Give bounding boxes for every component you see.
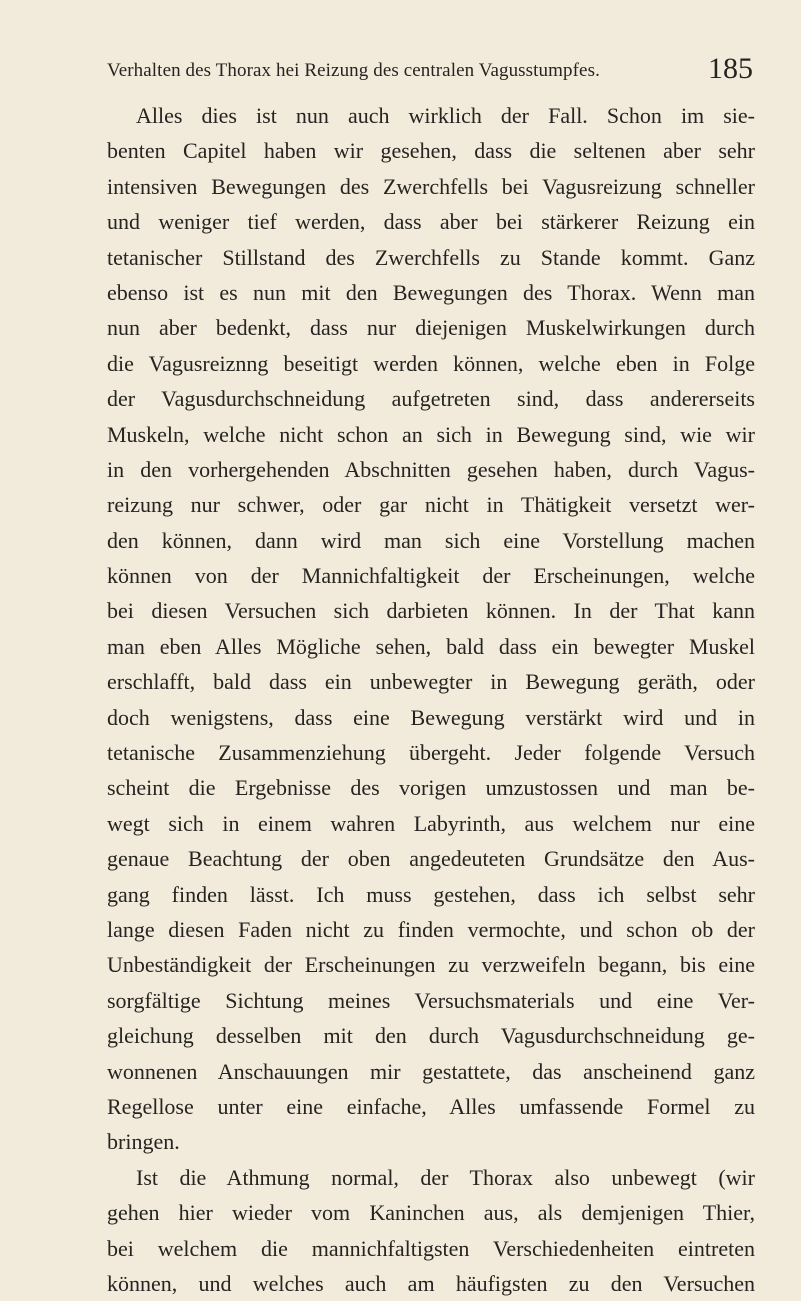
text-line: scheint die Ergebnisse des vorigen umzustossen und man be- — [107, 775, 755, 801]
page-number: 185 — [708, 52, 753, 85]
text-line: gleichung desselben mit den durch Vagusdurchschneidung ge- — [107, 1023, 755, 1049]
text-line: ebenso ist es nun mit den Bewegungen des Thorax. Wenn man — [107, 279, 755, 305]
text-line: benten Capitel haben wir gesehen, dass die seltenen aber sehr — [107, 138, 755, 164]
text-line: bei diesen Versuchen sich darbieten können. In der That kann — [107, 598, 755, 624]
text-line: Alles dies ist nun auch wirklich der Fall. Schon im sie- — [136, 103, 755, 128]
text-line: können von der Mannichfaltigkeit der Erscheinungen, welche — [107, 563, 755, 589]
paragraph-1 — [107, 98, 755, 1160]
text-line: Muskeln, welche nicht schon an sich in Bewegung sind, wie wir — [107, 421, 755, 447]
text-line: gehen hier wieder vom Kaninchen aus, als demjenigen Thier, — [107, 1200, 755, 1226]
text-line: in den vorhergehenden Abschnitten gesehen haben, durch Vagus- — [107, 456, 755, 482]
text-line: tetanische Zusammenziehung übergeht. Jeder folgende Versuch — [107, 740, 755, 766]
text-line: wonnenen Anschauungen mir gestattete, das anscheinend ganz — [107, 1058, 755, 1084]
text-line: und weniger tief werden, dass aber bei stärkerer Reizung ein — [107, 209, 755, 235]
text-line: nun aber bedenkt, dass nur diejenigen Muskelwirkungen durch — [107, 315, 755, 341]
paragraph-2 — [107, 1160, 755, 1301]
text-line: man eben Alles Mögliche sehen, bald dass ein bewegter Muskel — [107, 633, 755, 659]
text-line: bei welchem die mannichfaltigsten Verschiedenheiten eintreten — [107, 1235, 755, 1261]
text-line: die Vagusreiznng beseitigt werden können, welche eben in Folge — [107, 350, 755, 376]
text-line: können, und welches auch am häufigsten zu den Versuchen — [107, 1270, 755, 1296]
text-line: Unbeständigkeit der Erscheinungen zu verzweifeln begann, bis eine — [107, 952, 755, 978]
text-line: wegt sich in einem wahren Labyrinth, aus welchem nur eine — [107, 810, 755, 836]
text-line: doch wenigstens, dass eine Bewegung verstärkt wird und in — [107, 704, 755, 730]
page-header — [107, 52, 755, 92]
text-line: tetanischer Stillstand des Zwerchfells zu Stande kommt. Ganz — [107, 244, 755, 270]
text-line: Ist die Athmung normal, der Thorax also unbewegt (wir — [136, 1164, 755, 1190]
text-line: reizung nur schwer, oder gar nicht in Thätigkeit versetzt wer- — [107, 492, 755, 518]
running-title: Verhalten des Thorax hei Reizung des centralen Vagusstumpfes. — [107, 60, 600, 81]
text-line: gang finden lässt. Ich muss gestehen, dass ich selbst sehr — [107, 881, 755, 907]
text-line: genaue Beachtung der oben angedeuteten Grundsätze den Aus- — [107, 846, 755, 872]
text-line: intensiven Bewegungen des Zwerchfells bei Vagusreizung schneller — [107, 173, 755, 199]
text-line: erschlafft, bald dass ein unbewegter in Bewegung geräth, oder — [107, 669, 755, 695]
text-line: bringen. — [107, 1129, 180, 1155]
text-line: sorgfältige Sichtung meines Versuchsmaterials und eine Ver- — [107, 987, 755, 1013]
text-line: den können, dann wird man sich eine Vorstellung machen — [107, 527, 755, 553]
text-line: der Vagusdurchschneidung aufgetreten sind, dass andererseits — [107, 386, 755, 412]
text-line: lange diesen Faden nicht zu finden vermochte, und schon ob der — [107, 916, 755, 942]
text-line: Regellose unter eine einfache, Alles umfassende Formel zu — [107, 1093, 755, 1119]
body-text — [107, 98, 755, 1301]
